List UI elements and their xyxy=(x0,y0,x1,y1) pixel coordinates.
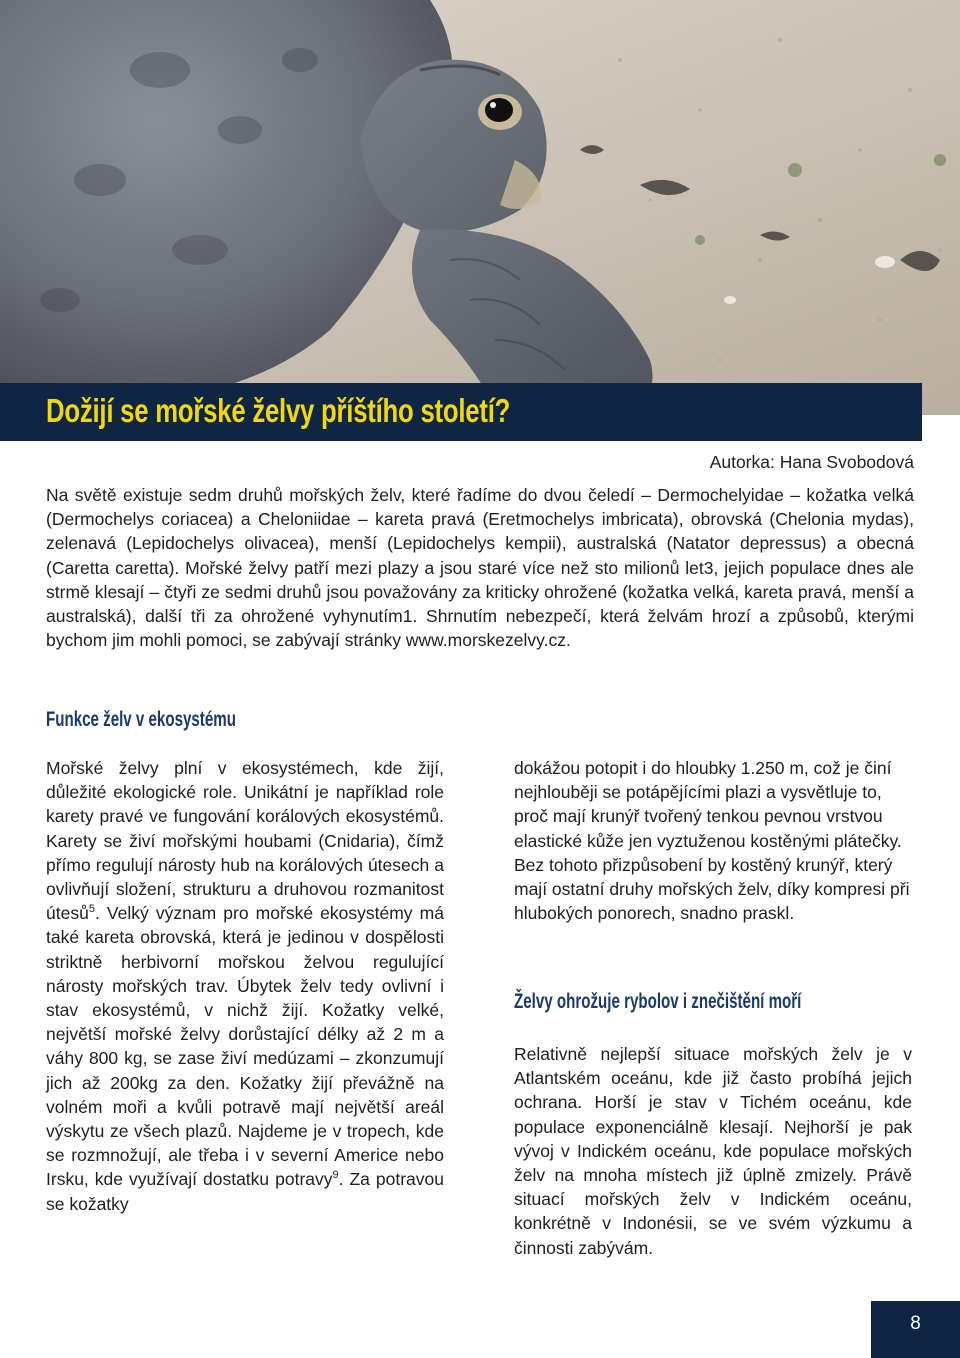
author-line: Autorka: Hana Svobodová xyxy=(709,452,914,472)
section-heading-threats: Želvy ohrožuje rybolov i znečištění moří xyxy=(514,990,802,1013)
footnote-ref: 9 xyxy=(332,1169,339,1182)
page-number-box xyxy=(871,1301,960,1358)
section-heading-ecosystem: Funkce želv v ekosystému xyxy=(46,708,236,731)
text-segment: Mořské želvy plní v ekosystémech, kde žijí, důležité ekologické role. Unikátní je například role karety pravé ve fungování korálových ekosystémů. Karety se živí mořskými houbami (Cnidaria), čímž přímo regulují nárosty hub na korálových útesech a ovlivňují složení, strukturu a druhovou rozmanitost útesů xyxy=(46,758,444,924)
section-ecosystem-text-left xyxy=(46,756,444,1216)
section-threats-text: Relativně nejlepší situace mořských želv je v Atlantském oceánu, kde již často probíhá jejich ochrana. Horší je stav v Tichém oceánu, kde populace exponenciálně klesají. Nejhorší je pak vývoj v Indickém oceánu, kde populace mořských želv na mnoha místech již úplně zmizely. Právě situací mořských želv v Indickém oceánu, konkrétně v Indonésii, se ve svém výzkumu a činnosti zabývám. xyxy=(514,1044,912,1258)
intro-paragraph: Na světě existuje sedm druhů mořských želv, které řadíme do dvou čeledí – Dermochelyidae – kožatka velká (Dermochelys coriacea) a Cheloniidae – kareta pravá (Eretmochelys imbricata), obrovská (Chelonia mydas), zelenavá (Lepidochelys olivacea), menší (Lepidochelys kempii), australská (Natator depressus) a obecná (Caretta caretta). Mořské želvy patří mezi plazy a jsou staré více než sto milionů let3, jejich populace dnes ale strmě klesají – čtyři ze sedmi druhů jsou považovány za kriticky ohrožené (kožatka velká, kareta pravá, menší a australská), další tři za ohrožené vyhynutím1. Shrnutím nebezpečí, která želvám hrozí a způsobů, kterými bychom jim mohli pomoci, se zabývají stránky www.morskezelvy.cz. xyxy=(46,485,914,651)
title-banner xyxy=(0,383,922,441)
turtle-illustration xyxy=(0,0,960,415)
hero-turtle-photo xyxy=(0,0,960,415)
footnote-ref: 5 xyxy=(88,903,95,916)
page-title: Dožijí se mořské želvy příštího století? xyxy=(46,392,511,429)
text-segment: . Za potravou se kožatky xyxy=(46,1169,444,1214)
section-ecosystem-text-right: dokážou potopit i do hloubky 1.250 m, což je činí nejhlouběji se potápějícími plazi a vysvětluje to, proč mají krunýř tvořený tenkou pevnou vrstvou elastické kůže jen vyztuženou kostěnými plátečky. Bez tohoto přizpůsobení by kostěný krunýř, který mají ostatní druhy mořských želv, díky kompresi při hlubokých ponorech, snadno praskl. xyxy=(514,758,910,924)
text-segment: . Velký význam pro mořské ekosystémy má také kareta obrovská, která je jedinou v dospělosti striktně herbivorní mořskou želvou regulující nárosty mořských trav. Úbytek želv tedy ovlivní i stav ekosystémů, v nichž žijí. Kožatky velké, největší mořské želvy dorůstající délky až 2 m a váhy 800 kg, se zase živí medúzami – zkonzumují jich až 200kg za den. Kožatky žijí převážně na volném moři a kvůli potravě mají největší areál výskytu ze všech plazů. Najdeme je v tropech, kde se rozmnožují, ale třeba i v severní Americe nebo Irsku, kde využívají dostatku potravy xyxy=(46,903,444,1190)
page-number: 8 xyxy=(910,1313,921,1334)
